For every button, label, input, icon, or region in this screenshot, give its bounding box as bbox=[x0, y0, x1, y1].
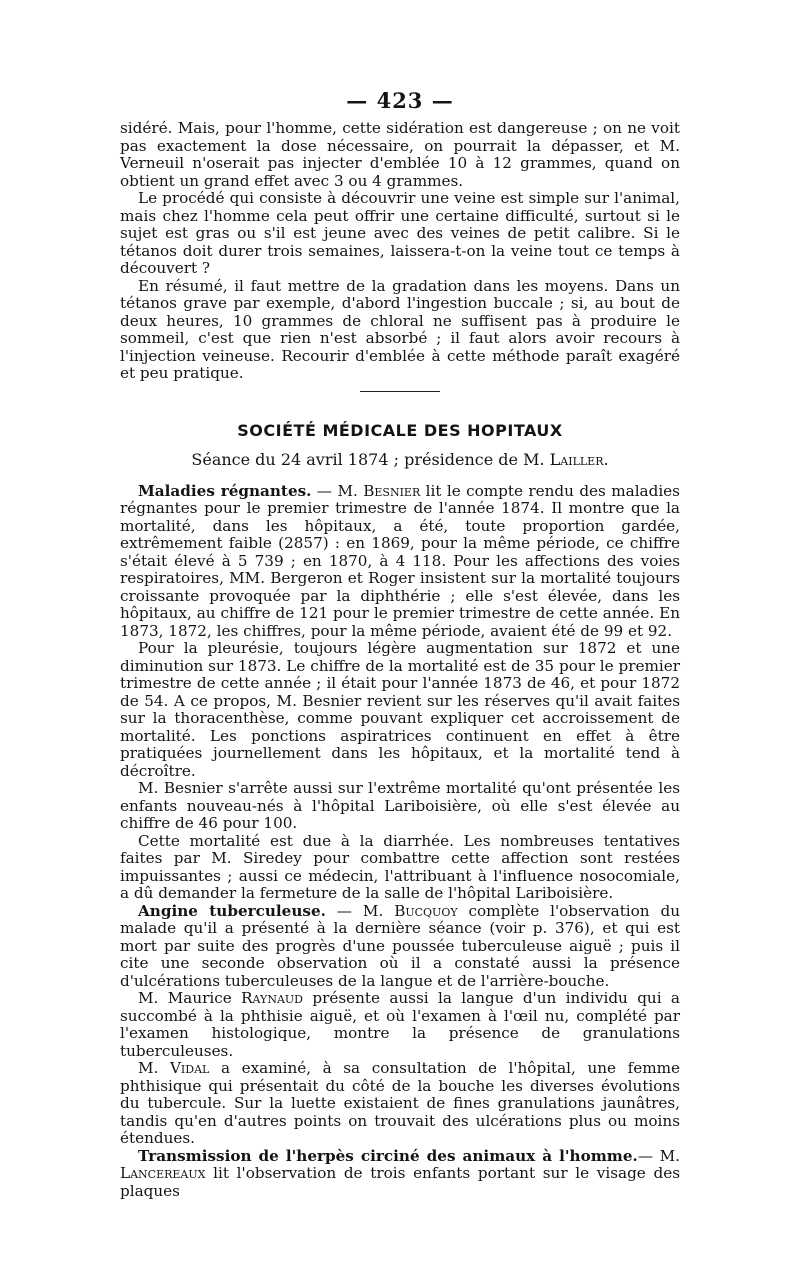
herpes-prefix: M. bbox=[659, 1146, 680, 1165]
maladies-paragraph-4: Cette mortalité est due à la diarrhée. Les nombreuses tentatives faites par M. Siredey pour combattre cette affection sont restées impuissantes ; aussi ce médecin, l'attribuant à l'influence nosocomiale, a dû demander la fermeture de la salle de l'hôpital Lariboisière. bbox=[120, 831, 680, 902]
session-line bbox=[120, 451, 680, 469]
speaker-besnier: Besnier bbox=[363, 481, 421, 500]
intro-paragraph-2: Le procédé qui consiste à découvrir une veine est simple sur l'animal, mais chez l'homme cela peut offrir une certaine difficulté, surtout si le sujet est gras ou s'il est jeune avec des veines de petit calibre. Si le tétanos doit durer trois semaines, laissera-t-on la veine tout ce temps à découvert ? bbox=[120, 189, 680, 277]
session-text: Séance du 24 avril 1874 ; présidence de M. bbox=[191, 450, 550, 469]
maladies-paragraph-3: M. Besnier s'arrête aussi sur l'extrême mortalité qu'ont présentée les enfants nouveau-nés à l'hôpital Lariboisière, où elle s'est élevée au chiffre de 46 pour 100. bbox=[120, 779, 680, 832]
section-title: SOCIÉTÉ MÉDICALE DES HOPITAUX bbox=[237, 420, 563, 440]
session-end: . bbox=[603, 450, 609, 469]
angine-rubric: Angine tuberculeuse. bbox=[138, 901, 326, 920]
maladies-dash: — M. bbox=[311, 481, 364, 500]
intro-paragraph-1: sidéré. Mais, pour l'homme, cette sidération est dangereuse ; on ne voit pas exactement la dose nécessaire, on pourrait la dépasser, et M. Verneuil n'oserait pas injecter d'emblée 10 à 12 grammes, quand on obtient un grand effet avec 3 ou 4 grammes. bbox=[120, 119, 680, 190]
speaker-vidal: Vidal bbox=[169, 1059, 210, 1077]
angine-text-2: présente aussi la langue d'un individu qui a succombé à la phthisie aiguë, et où l'examen à l'œil nu, complété par l'examen histologique, montre la présence de granulations tuberculeuses. bbox=[120, 989, 680, 1060]
angine-prefix-2: M. Maurice bbox=[138, 989, 242, 1007]
herpes-rubric: Transmission de l'herpès circiné des animaux à l'homme. bbox=[138, 1146, 638, 1165]
page-number: — 423 — bbox=[346, 88, 454, 113]
speaker-bucquoy: Bucquoy bbox=[394, 901, 458, 920]
speaker-lancereaux: Lancereaux bbox=[120, 1164, 206, 1182]
angine-paragraph-3 bbox=[120, 1060, 680, 1148]
maladies-text-1: lit le compte rendu des maladies régnantes pour le premier trimestre de l'année 1874. Il montre que la mortalité, dans les hôpitaux, a été, toute proportion gardée, extrêmement faible (2857) : en 1869, pour la même période, ce chiffre s'était élevé à 5 739 ; en 1870, à 4 118. Pour les affections des voies respiratoires, MM. Bergeron et Roger insistent sur la mortalité toujours croissante provoquée par la diphthérie ; elle s'est élevée, dans les hôpitaux, au chiffre de 121 pour le premier trimestre de cette année. En 1873, 1872, les chiffres, pour la même période, avaient été de 99 et 92. bbox=[120, 481, 680, 640]
herpes-paragraph bbox=[120, 1148, 680, 1201]
angine-paragraph-1 bbox=[120, 903, 680, 991]
angine-text-1: complète l'observation du malade qu'il a présenté à la dernière séance (voir p. 376), et qui est mort par suite des progrès d'une poussée tuberculeuse aiguë ; puis il cite une seconde observation où il a constaté aussi la présence d'ulcérations tuberculeuses de la langue et de l'arrière-bouche. bbox=[120, 901, 680, 990]
maladies-paragraph-1 bbox=[120, 483, 680, 641]
angine-paragraph-2 bbox=[120, 990, 680, 1060]
president-name: Lailler bbox=[549, 450, 604, 469]
angine-dash: — M. bbox=[325, 901, 395, 920]
maladies-paragraph-2: Pour la pleurésie, toujours légère augmentation sur 1872 et une diminution sur 1873. Le chiffre de la mortalité est de 35 pour le premier trimestre de cette année ; il était pour l'année 1873 de 46, et pour 1872 de 54. A ce propos, M. Besnier revient sur les réserves qu'il avait faites sur la thoracenthèse, comme pouvant expliquer cet accroissement de mortalité. Les ponctions aspiratrices continuent en effet à être pratiquées journellement dans les hôpitaux, et la mortalité tend à décroître. bbox=[120, 639, 680, 780]
herpes-dash: — bbox=[637, 1146, 654, 1165]
maladies-rubric: Maladies régnantes. bbox=[138, 481, 312, 500]
intro-paragraph-3: En résumé, il faut mettre de la gradation dans les moyens. Dans un tétanos grave par exemple, d'abord l'ingestion buccale ; si, au bout de deux heures, 10 grammes de chloral ne suffisent pas à produire le sommeil, c'est que rien n'est absorbé ; il faut alors avoir recours à l'injection veineuse. Recourir d'emblée à cette méthode paraît exagéré et peu pratique. bbox=[120, 276, 680, 382]
angine-prefix-3: M. bbox=[138, 1059, 170, 1077]
section-divider bbox=[360, 391, 440, 392]
text-column bbox=[120, 120, 680, 1200]
herpes-text: lit l'observation de trois enfants portant sur le visage des plaques bbox=[120, 1164, 680, 1200]
angine-text-3: a examiné, à sa consultation de l'hôpital, une femme phthisique qui présentait du côté de la bouche les diverses évolutions du tubercule. Sur la luette existaient de fines granulations jaunâtres, tandis qu'en d'autres points on trouvait des ulcérations plus ou moins étendues. bbox=[120, 1059, 680, 1147]
speaker-raynaud: Raynaud bbox=[241, 989, 303, 1007]
